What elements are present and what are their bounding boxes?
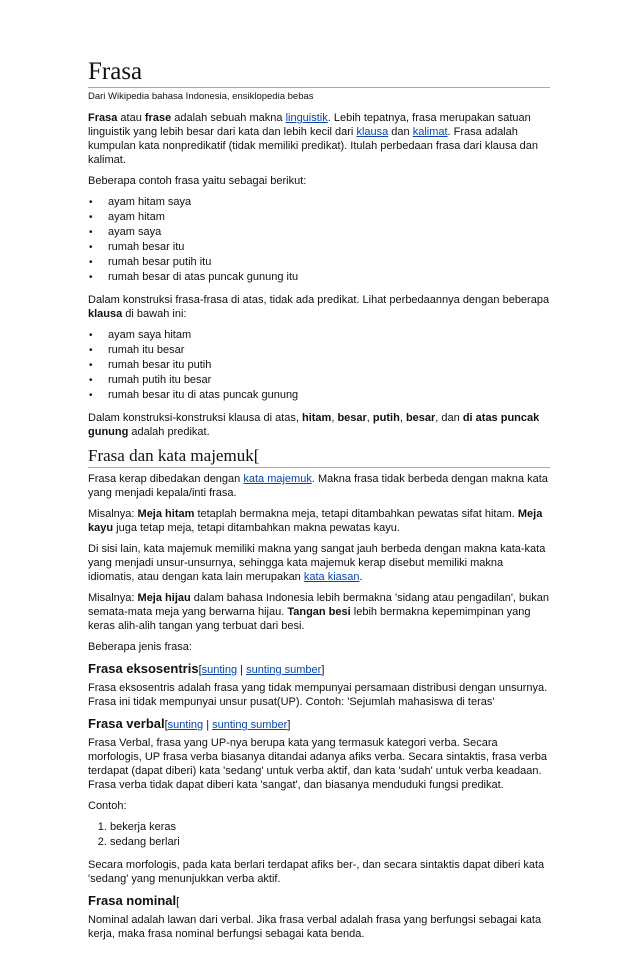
edit-link[interactable]: sunting bbox=[167, 719, 204, 731]
page-subtitle: Dari Wikipedia bahasa Indonesia, ensiklopedia bebas bbox=[88, 91, 314, 102]
intro-paragraph: Frasa atau frase adalah sebuah makna linguistik. Lebih tepatnya, frasa merupakan satuan linguistik yang lebih besar dari kata dan lebih kecil dari klausa dan kalimat. Frasa adalah kumpulan kata nonpredikatif (tidak memiliki predikat). Itulah perbedaan frasa dari klausa dan kalimat. bbox=[88, 112, 539, 166]
subsection-paragraph: Nominal adalah lawan dari verbal. Jika frasa verbal adalah frasa yang berfungsi sebagai kata kerja, maka frasa nominal berfungsi sebagai kata benda. bbox=[88, 914, 542, 940]
section1-paragraph: Di sisi lain, kata majemuk memiliki makna yang sangat jauh berbeda dengan makna kata-kata yang menjadi unsur-unsurnya, sehingga kata majemuk kerap disebut memiliki makna idiomatis, atau dengan kata lain merupakan kata kiasan. bbox=[88, 543, 546, 583]
list-item: • rumah besar di atas puncak gunung itu bbox=[108, 270, 550, 285]
section-heading-frasa-kata-majemuk: Frasa dan kata majemuk[ bbox=[88, 446, 550, 468]
subsection-heading-eksosentris: Frasa eksosentris[sunting | sunting sumber] bbox=[88, 661, 325, 676]
edit-source-link[interactable]: sunting sumber bbox=[246, 664, 322, 676]
term-frase: frase bbox=[144, 112, 172, 124]
list-item: 2. sedang berlari bbox=[110, 835, 550, 850]
list-item: • ayam hitam bbox=[108, 210, 550, 225]
list-item: • rumah putih itu besar bbox=[108, 373, 550, 388]
link-linguistik[interactable]: linguistik bbox=[285, 112, 328, 124]
phrase-example-list bbox=[88, 195, 550, 285]
term-klausa: klausa bbox=[88, 308, 123, 320]
subsection-paragraph: Contoh: bbox=[88, 800, 127, 812]
section1-paragraph: Beberapa jenis frasa: bbox=[88, 641, 192, 653]
page-title: Frasa bbox=[88, 58, 550, 88]
link-kalimat[interactable]: kalimat bbox=[412, 126, 448, 138]
link-kata-majemuk[interactable]: kata majemuk bbox=[243, 473, 312, 485]
list-item: • ayam hitam saya bbox=[108, 195, 550, 210]
list-item: • rumah itu besar bbox=[108, 343, 550, 358]
edit-source-link[interactable]: sunting sumber bbox=[212, 719, 288, 731]
subsection-heading-verbal: Frasa verbal[sunting | sunting sumber] bbox=[88, 716, 291, 731]
edit-link[interactable]: sunting bbox=[201, 664, 238, 676]
link-kata-kiasan[interactable]: kata kiasan bbox=[303, 571, 360, 583]
list-item: 1. bekerja keras bbox=[110, 820, 550, 835]
subsection-heading-nominal: Frasa nominal[ bbox=[88, 893, 180, 908]
term-frasa: Frasa bbox=[88, 112, 118, 124]
list-item: • rumah besar itu putih bbox=[108, 358, 550, 373]
section1-paragraph: Frasa kerap dibedakan dengan kata majemuk. Makna frasa tidak berbeda dengan makna kata yang menjadi kepala/inti frasa. bbox=[88, 473, 548, 499]
examples-intro: Beberapa contoh frasa yaitu sebagai berikut: bbox=[88, 175, 307, 187]
clause-example-list bbox=[88, 328, 550, 403]
verbal-example-list bbox=[88, 820, 550, 850]
article bbox=[88, 58, 550, 948]
edit-links: [sunting | sunting sumber] bbox=[164, 719, 291, 731]
section1-paragraph: Misalnya: Meja hitam tetaplah bermakna meja, tetapi ditambahkan pewatas sifat hitam. Meja kayu juga tetap meja, tetapi ditambahkan makna pewatas kayu. bbox=[88, 508, 543, 534]
subsection-paragraph: Frasa eksosentris adalah frasa yang tidak mempunyai persamaan distribusi dengan unsurnya. Frasa ini tidak mempunyai unsur pusat(UP). Contoh: 'Sejumlah mahasiswa di teras' bbox=[88, 682, 548, 708]
list-item: • rumah besar itu bbox=[108, 240, 550, 255]
list-item: • rumah besar itu di atas puncak gunung bbox=[108, 388, 550, 403]
list-item: • ayam saya hitam bbox=[108, 328, 550, 343]
edit-links: [sunting | sunting sumber] bbox=[198, 664, 325, 676]
clause-intro: Dalam konstruksi frasa-frasa di atas, tidak ada predikat. Lihat perbedaannya dengan beberapa klausa di bawah ini: bbox=[88, 294, 550, 320]
subsection-paragraph: Secara morfologis, pada kata berlari terdapat afiks ber-, dan secara sintaktis dapat diberi kata 'sedang' yang menunjukkan verba aktif. bbox=[88, 859, 545, 885]
clause-note: Dalam konstruksi-konstruksi klausa di atas, hitam, besar, putih, besar, dan di atas puncak gunung adalah predikat. bbox=[88, 412, 540, 438]
list-item: • rumah besar putih itu bbox=[108, 255, 550, 270]
section1-paragraph: Misalnya: Meja hijau dalam bahasa Indonesia lebih bermakna 'sidang atau pengadilan', bukan semata-mata meja yang berwarna hijau. Tangan besi lebih bermakna kepemimpinan yang keras alih-alih tangan yang terbuat dari besi. bbox=[88, 592, 550, 632]
link-klausa[interactable]: klausa bbox=[356, 126, 389, 138]
list-item: • ayam saya bbox=[108, 225, 550, 240]
subsection-paragraph: Frasa Verbal, frasa yang UP-nya berupa kata yang termasuk kategori verba. Secara morfologis, UP frasa verba biasanya ditandai adanya afiks verba. Secara sintaktis, frasa verba terdapat (dapat diberi) kata 'sedang' untuk verba aktif, dan kata 'sudah' untuk verba keadaan. Frasa verba tidak dapat diberi kata 'sangat', dan biasanya menduduki fungsi predikat. bbox=[88, 737, 547, 791]
